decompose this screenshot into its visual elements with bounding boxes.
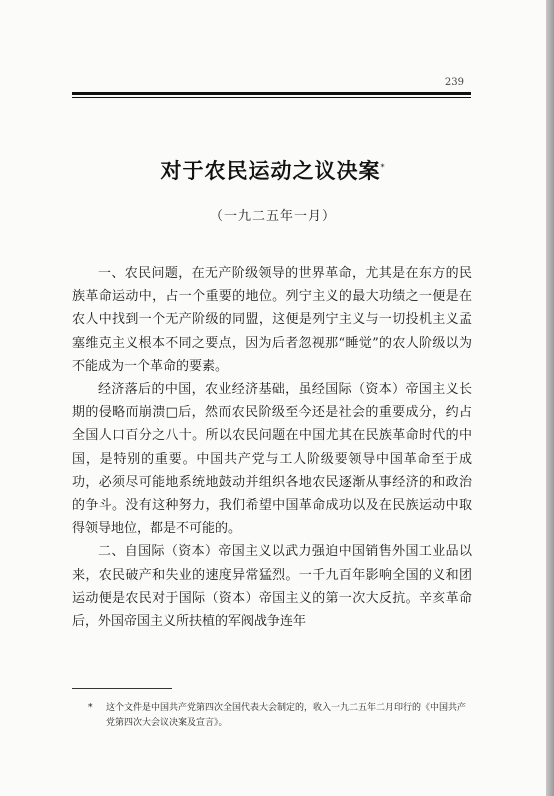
page-number: 239 <box>444 77 464 88</box>
body-text <box>72 262 472 633</box>
paragraph: 一、农民问题，在无产阶级领导的世界革命，尤其是在东方的民族革命运动中，占一个重要的地位。列宁主义的最大功绩之一便是在农人中找到一个无产阶级的同盟，这便是列宁主义与一切投机主义孟塞维克主义根本不同之要点，因为后者忽视那“睡觉”的农人阶级以为不能成为一个革命的要素。 <box>72 266 472 374</box>
header-rule-thick <box>72 92 471 95</box>
footnote-text: 这个文件是中国共产党第四次全国代表大会制定的，收入一九二五年二月印行的《中国共产党第四次大会议决案及宣言》。 <box>106 703 467 728</box>
document-title <box>0 155 546 185</box>
document-date: （一九二五年一月） <box>209 209 336 224</box>
title-footnote-mark: * <box>380 163 386 172</box>
page-edge <box>546 0 554 796</box>
footnote-mark: * <box>88 703 93 713</box>
paragraph: 二、自国际（资本）帝国主义以武力强迫中国销售外国工业品以来，农民破产和失业的速度异常猛烈。一千九百年影响全国的义和团运动便是农民对于国际（资本）帝国主义的第一次大反抗。辛亥革命后，外国帝国主义所扶植的军阀战争连年 <box>72 544 472 630</box>
header-rule-thin <box>72 97 471 98</box>
document-title-text: 对于农民运动之议决案 <box>160 158 381 183</box>
footnote <box>90 701 470 731</box>
footnote-divider <box>72 688 172 689</box>
paragraph: 经济落后的中国，农业经济基础，虽经国际（资本）帝国主义长期的侵略而崩溃□后，然而农民阶级至今还是社会的重要成分，约占全国人口百分之八十。所以农民问题在中国尤其在民族革命时代的中国，是特别的重要。中国共产党与工人阶级要领导中国革命至于成功，必须尽可能地系统地鼓动并组织各地农民逐渐从事经济的和政治的争斗。没有这种努力，我们希望中国革命成功以及在民族运动中取得领导地位，都是不可能的。 <box>72 382 472 537</box>
